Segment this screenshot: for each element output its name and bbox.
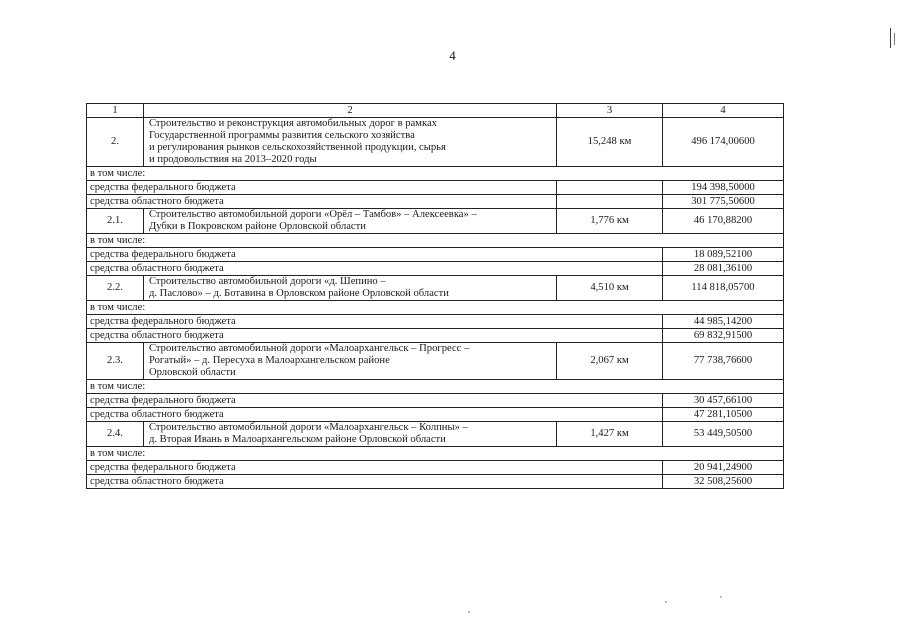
item-total: 77 738,76600 xyxy=(663,343,784,380)
item-name-line: Строительство автомобильной дороги «Малоархангельск – Прогресс – xyxy=(149,343,470,354)
item-length: 2,067 км xyxy=(557,343,663,380)
scan-speck xyxy=(720,596,722,598)
item-number: 2.2. xyxy=(87,276,144,301)
item-name-line: Дубки в Покровском районе Орловской области xyxy=(149,221,366,232)
table-row-regional xyxy=(87,262,784,276)
table-row-item xyxy=(87,343,784,380)
regional-budget-sum: 301 775,50600 xyxy=(663,195,784,209)
item-name-line: Строительство автомобильной дороги «д. Шепино – xyxy=(149,276,386,287)
item-length: 1,776 км xyxy=(557,209,663,234)
table-row-item xyxy=(87,209,784,234)
regional-budget-sum: 32 508,25600 xyxy=(663,475,784,489)
table-row-including xyxy=(87,380,784,394)
scan-artifact xyxy=(894,33,895,45)
table-row-item xyxy=(87,276,784,301)
item-name xyxy=(144,422,557,447)
federal-budget-sum: 194 398,50000 xyxy=(663,181,784,195)
including-label: в том числе: xyxy=(87,234,784,248)
item-length: 4,510 км xyxy=(557,276,663,301)
column-number: 1 xyxy=(87,104,144,118)
federal-budget-sum: 18 089,52100 xyxy=(663,248,784,262)
including-label: в том числе: xyxy=(87,380,784,394)
item-total: 53 449,50500 xyxy=(663,422,784,447)
page-number: 4 xyxy=(449,48,456,63)
item-name xyxy=(144,118,557,167)
including-label: в том числе: xyxy=(87,447,784,461)
item-name-line: д. Паслово» – д. Ботавина в Орловском районе Орловской области xyxy=(149,288,449,299)
item-name-line: Орловской области xyxy=(149,367,236,378)
federal-budget-sum: 44 985,14200 xyxy=(663,315,784,329)
item-name-line: Государственной программы развития сельского хозяйства xyxy=(149,130,415,141)
including-label: в том числе: xyxy=(87,301,784,315)
federal-budget-label: средства федерального бюджета xyxy=(87,394,663,408)
item-name xyxy=(144,276,557,301)
table-row-regional xyxy=(87,408,784,422)
item-length: 1,427 км xyxy=(557,422,663,447)
item-name-line: и регулирования рынков сельскохозяйственной продукции, сырья xyxy=(149,142,446,153)
empty-cell xyxy=(557,181,663,195)
table-row-federal xyxy=(87,315,784,329)
scan-speck xyxy=(665,601,667,603)
item-name-line: д. Вторая Ивань в Малоархангельском районе Орловской области xyxy=(149,434,446,445)
table-row-item xyxy=(87,422,784,447)
table-row-federal xyxy=(87,394,784,408)
item-name-line: Строительство и реконструкция автомобильных дорог в рамках xyxy=(149,118,437,129)
table-row-regional xyxy=(87,329,784,343)
item-total: 114 818,05700 xyxy=(663,276,784,301)
federal-budget-label: средства федерального бюджета xyxy=(87,181,557,195)
item-total: 496 174,00600 xyxy=(663,118,784,167)
regional-budget-sum: 47 281,10500 xyxy=(663,408,784,422)
table-row-including xyxy=(87,447,784,461)
item-name-line: и продовольствия на 2013–2020 годы xyxy=(149,154,317,165)
table-row-federal xyxy=(87,461,784,475)
federal-budget-sum: 30 457,66100 xyxy=(663,394,784,408)
column-number: 2 xyxy=(144,104,557,118)
item-number: 2.1. xyxy=(87,209,144,234)
item-name-line: Рогатый» – д. Пересуха в Малоархангельском районе xyxy=(149,355,390,366)
regional-budget-label: средства областного бюджета xyxy=(87,329,663,343)
item-length: 15,248 км xyxy=(557,118,663,167)
column-number-row xyxy=(87,104,784,118)
item-name xyxy=(144,343,557,380)
regional-budget-label: средства областного бюджета xyxy=(87,475,663,489)
column-number: 3 xyxy=(557,104,663,118)
item-name-line: Строительство автомобильной дороги «Малоархангельск – Колпны» – xyxy=(149,422,468,433)
table-row-regional xyxy=(87,475,784,489)
item-name-line: Строительство автомобильной дороги «Орёл – Тамбов» – Алексеевка» – xyxy=(149,209,477,220)
regional-budget-label: средства областного бюджета xyxy=(87,408,663,422)
federal-budget-label: средства федерального бюджета xyxy=(87,315,663,329)
regional-budget-label: средства областного бюджета xyxy=(87,262,663,276)
column-number: 4 xyxy=(663,104,784,118)
table-row-including xyxy=(87,301,784,315)
table-row-regional xyxy=(87,195,784,209)
table-row-federal xyxy=(87,248,784,262)
federal-budget-sum: 20 941,24900 xyxy=(663,461,784,475)
table-row-including xyxy=(87,167,784,181)
item-number: 2. xyxy=(87,118,144,167)
regional-budget-label: средства областного бюджета xyxy=(87,195,557,209)
regional-budget-sum: 69 832,91500 xyxy=(663,329,784,343)
table-row-including xyxy=(87,234,784,248)
empty-cell xyxy=(557,195,663,209)
table-row-federal xyxy=(87,181,784,195)
federal-budget-label: средства федерального бюджета xyxy=(87,248,663,262)
regional-budget-sum: 28 081,36100 xyxy=(663,262,784,276)
federal-budget-label: средства федерального бюджета xyxy=(87,461,663,475)
item-total: 46 170,88200 xyxy=(663,209,784,234)
scan-speck xyxy=(468,611,470,613)
budget-table xyxy=(86,103,784,489)
item-number: 2.3. xyxy=(87,343,144,380)
item-name xyxy=(144,209,557,234)
table-row-item xyxy=(87,118,784,167)
item-number: 2.4. xyxy=(87,422,144,447)
including-label: в том числе: xyxy=(87,167,784,181)
scan-artifact xyxy=(890,28,891,48)
